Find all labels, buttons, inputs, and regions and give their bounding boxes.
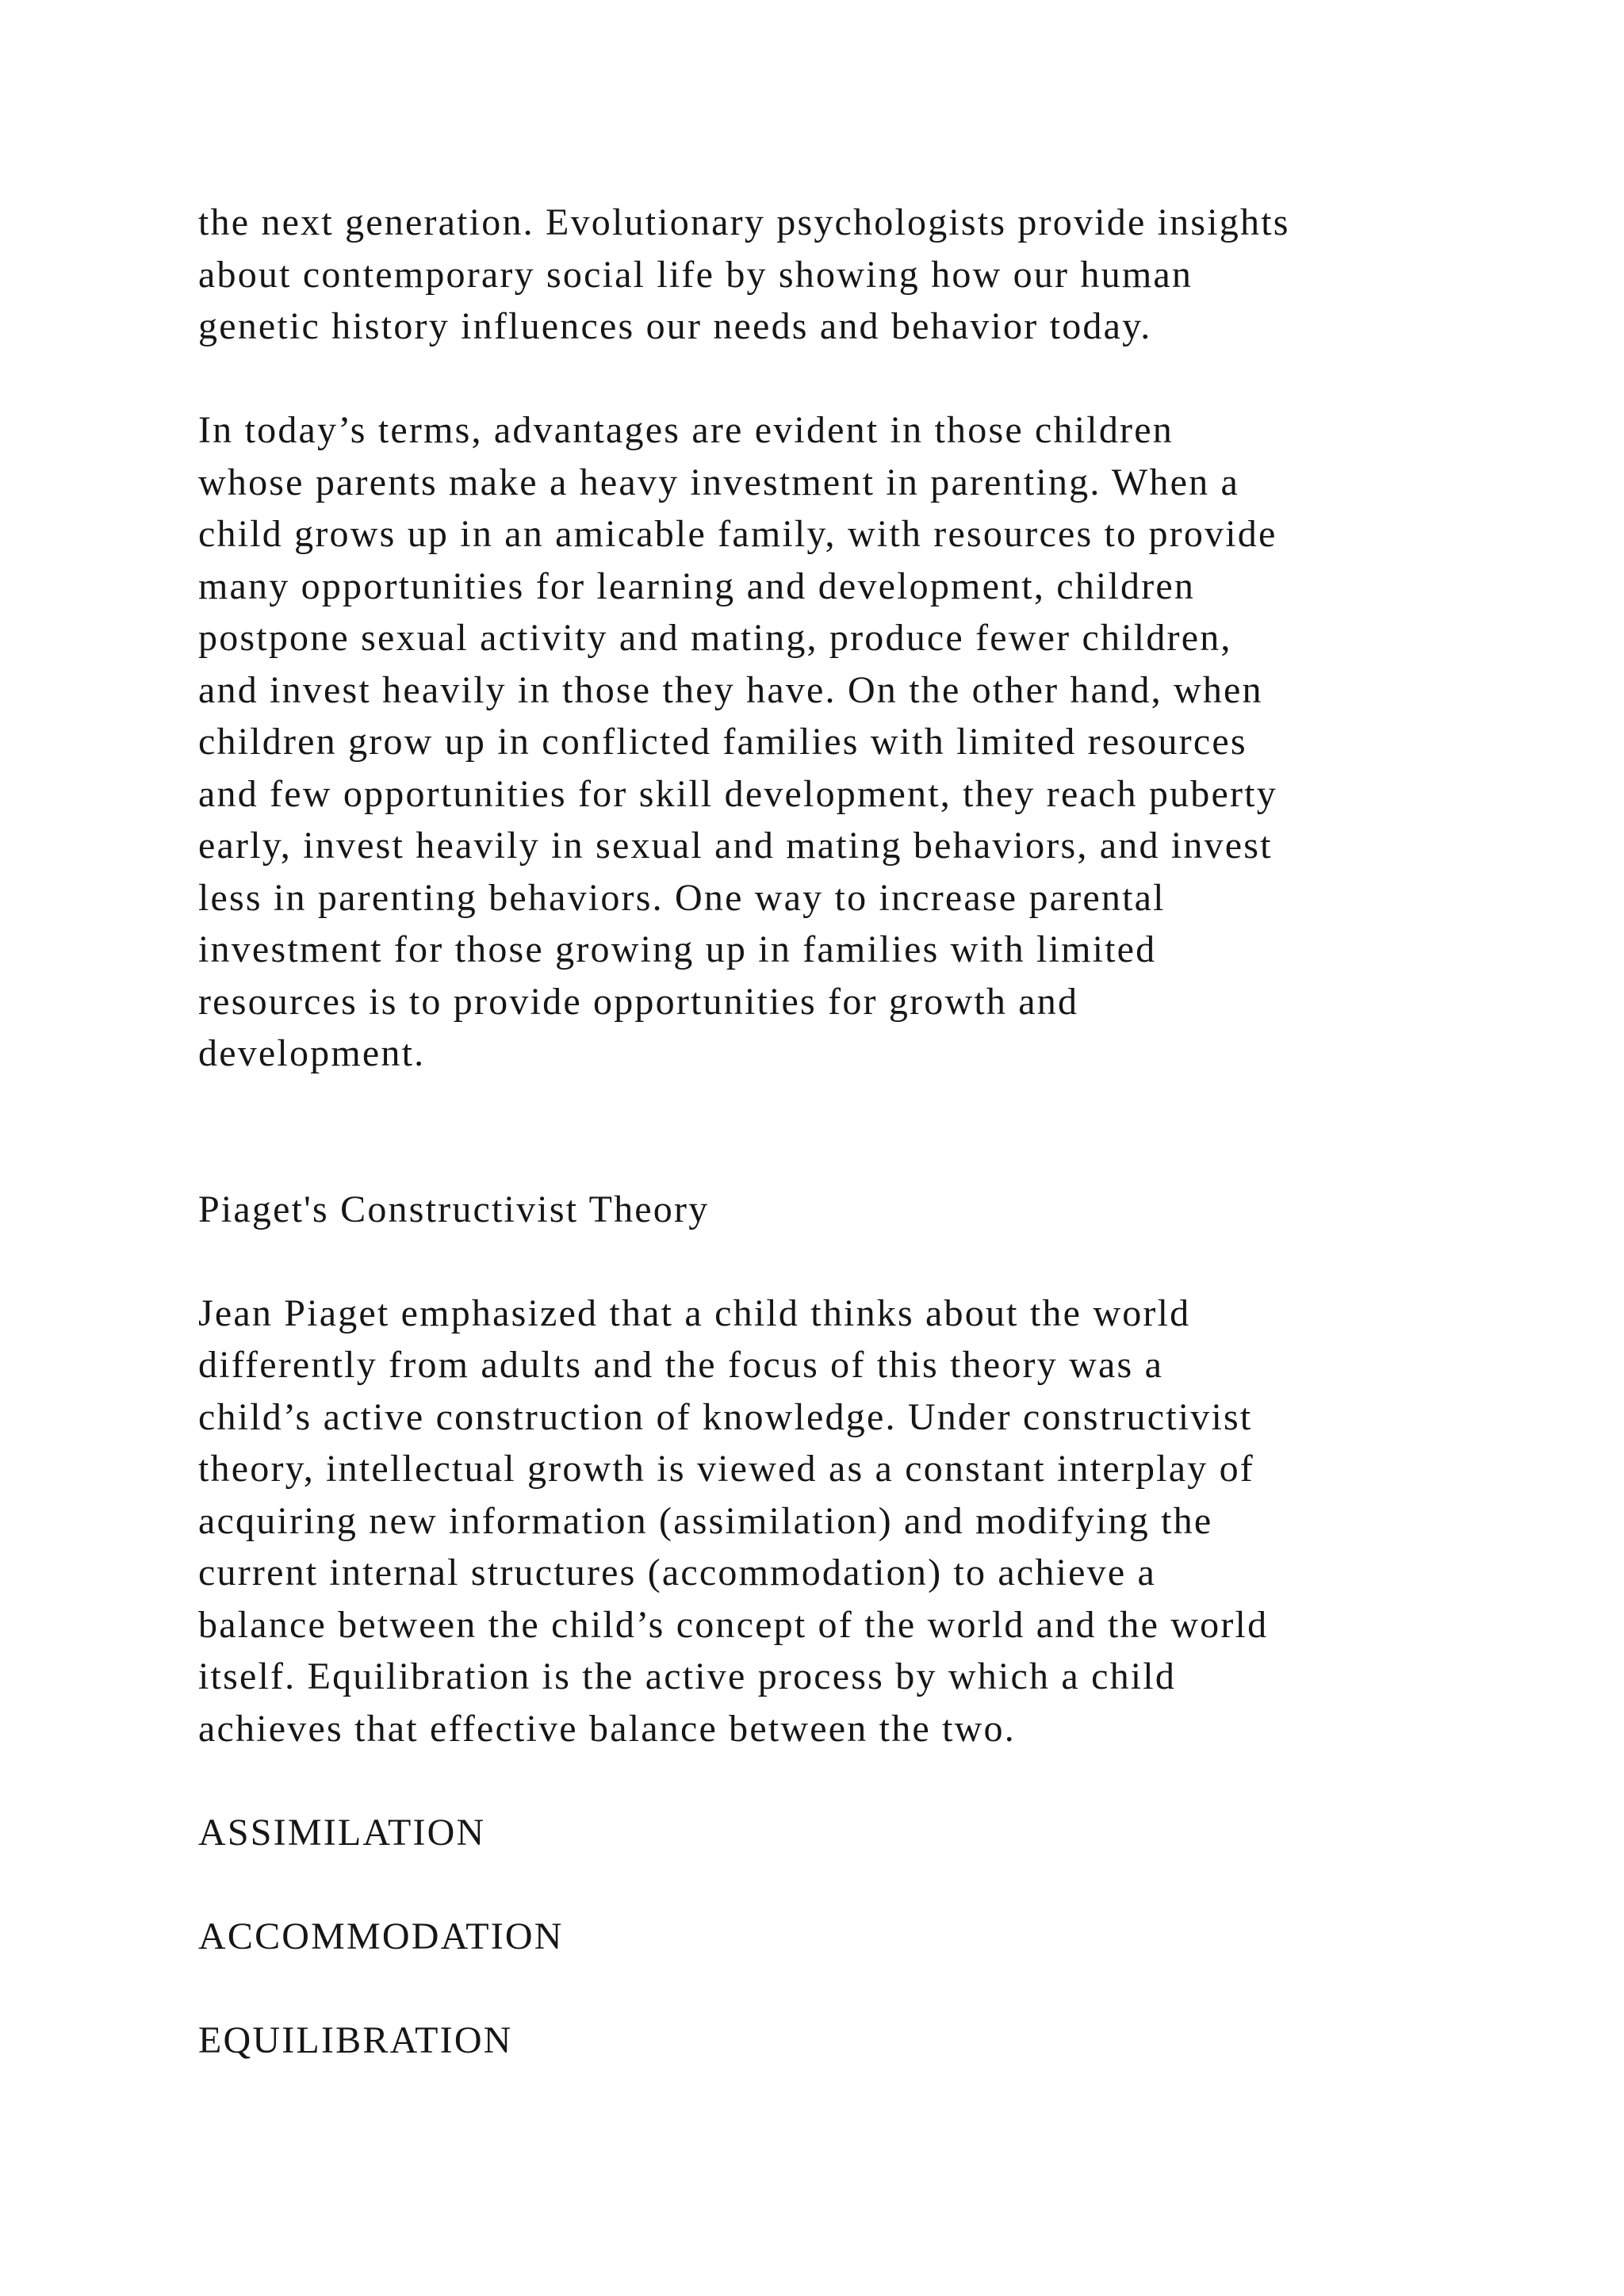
- text-line: theory, intellectual growth is viewed as a constant interplay of: [198, 1448, 1254, 1490]
- text-line: achieves that effective balance between the two.: [198, 1707, 1016, 1750]
- text-line: many opportunities for learning and development, children: [198, 564, 1196, 607]
- text-line: postpone sexual activity and mating, produce fewer children,: [198, 617, 1232, 659]
- paragraph-spacer: [198, 1755, 1467, 1807]
- text-line: child grows up in an amicable family, with resources to provide: [198, 513, 1277, 555]
- section-heading: Piaget's Constructivist Theory: [198, 1188, 710, 1230]
- text-line: the next generation. Evolutionary psychologists provide insights: [198, 201, 1290, 243]
- text-line: early, invest heavily in sexual and mating behaviors, and invest: [198, 825, 1273, 867]
- text-line: itself. Equilibration is the active process by which a child: [198, 1655, 1177, 1697]
- text-line: Jean Piaget emphasized that a child thinks about the world: [198, 1292, 1191, 1334]
- section-spacer: [198, 1080, 1467, 1184]
- text-line: investment for those growing up in families with limited: [198, 928, 1157, 970]
- text-line: child’s active construction of knowledge. Under constructivist: [198, 1395, 1253, 1438]
- paragraph-spacer: [198, 1235, 1467, 1288]
- text-line: less in parenting behaviors. One way to increase parental: [198, 876, 1166, 919]
- paragraph-evolutionary-psychology: [198, 197, 1467, 353]
- text-line: balance between the child’s concept of the world and the world: [198, 1603, 1269, 1646]
- text-line: development.: [198, 1032, 426, 1074]
- paragraph-spacer: [198, 1962, 1467, 2015]
- text-line: whose parents make a heavy investment in parenting. When a: [198, 461, 1239, 503]
- text-line: genetic history influences our needs and behavior today.: [198, 305, 1152, 347]
- term-equilibration: EQUILIBRATION: [198, 2019, 513, 2061]
- text-line: resources is to provide opportunities for growth and: [198, 980, 1079, 1023]
- text-line: and few opportunities for skill development, they reach puberty: [198, 772, 1277, 815]
- text-line: acquiring new information (assimilation) and modifying the: [198, 1499, 1213, 1542]
- paragraph-spacer: [198, 1858, 1467, 1911]
- text-line: and invest heavily in those they have. On the other hand, when: [198, 668, 1263, 711]
- term-accommodation: ACCOMMODATION: [198, 1915, 564, 1957]
- paragraph-piaget-theory: [198, 1288, 1467, 1755]
- text-line: In today’s terms, advantages are evident in those children: [198, 409, 1174, 451]
- text-line: about contemporary social life by showing how our human: [198, 253, 1193, 296]
- text-line: differently from adults and the focus of this theory was a: [198, 1344, 1164, 1386]
- paragraph-parental-investment: [198, 404, 1467, 1080]
- text-line: children grow up in conflicted families with limited resources: [198, 721, 1247, 763]
- text-line: current internal structures (accommodation) to achieve a: [198, 1552, 1157, 1594]
- document-body: [198, 197, 1467, 2066]
- paragraph-spacer: [198, 353, 1467, 405]
- term-assimilation: ASSIMILATION: [198, 1811, 486, 1854]
